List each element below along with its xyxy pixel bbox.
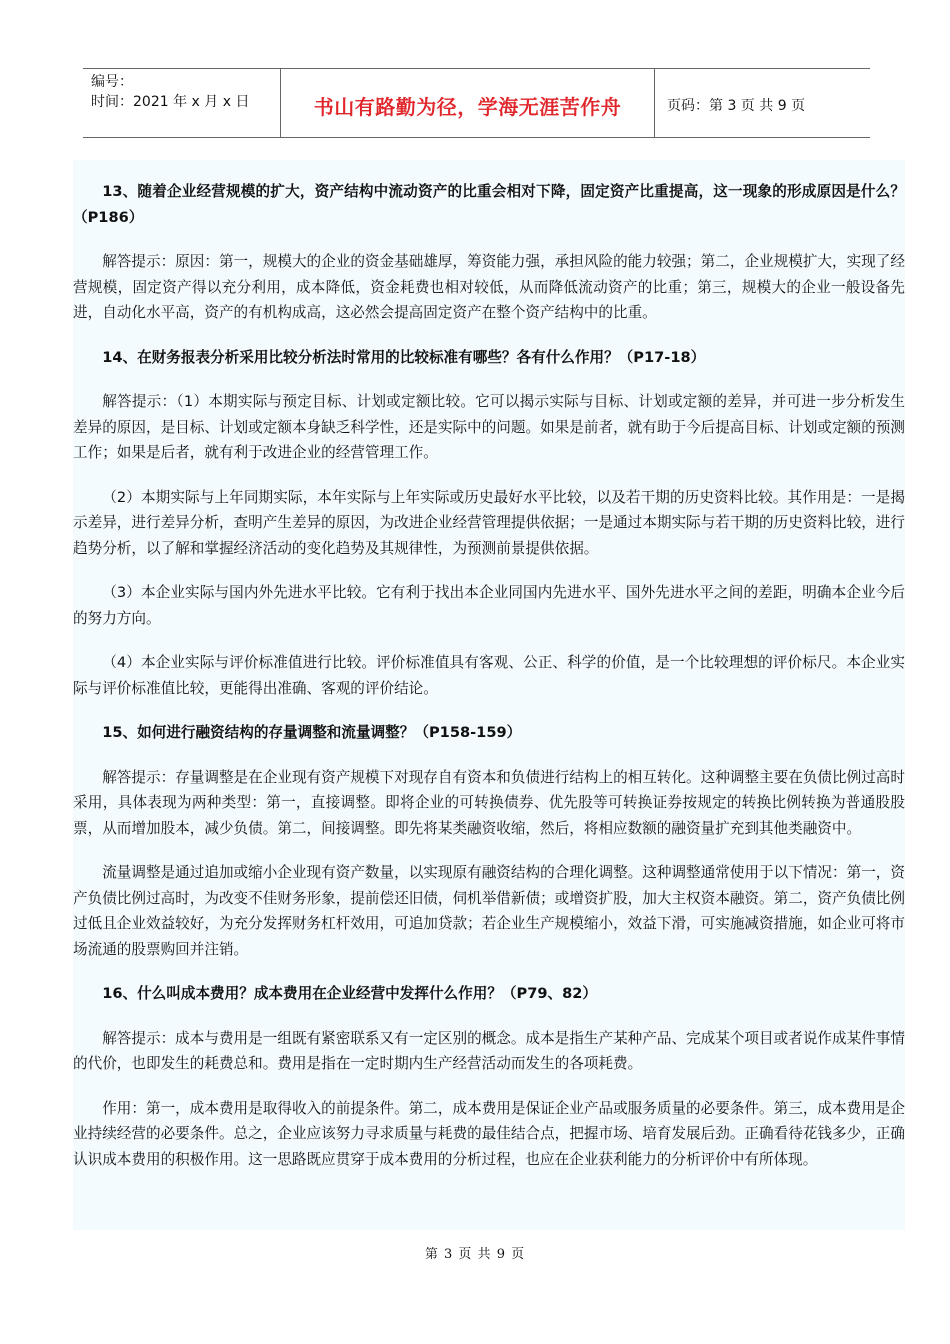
page-footer: 第 3 页 共 9 页 xyxy=(424,1247,526,1262)
answer-paragraph: 解答提示：（1）本期实际与预定目标、计划或定额比较。它可以揭示实际与目标、计划或定额的差异，并可进一步分析发生差异的原因，是目标、计划或定额本身缺乏科学性，还是实际中的问题。如果是前者，就有助于今后提高目标、计划或定额的预测工作；如果是后者，就有利于改进企业的经营管理工作。 xyxy=(73,393,905,461)
answer-paragraph: （2）本期实际与上年同期实际，本年实际与上年实际或历史最好水平比较，以及若干期的历史资料比较。其作用是：一是揭示差异，进行差异分析，查明产生差异的原因，为改进企业经营管理提供依据；一是通过本期实际与若干期的历史资料比较，进行趋势分析，以了解和掌握经济活动的变化趋势及其规律性，为预测前景提供依据。 xyxy=(73,488,905,557)
document-time-label: 时间：2021 年 x 月 x 日 xyxy=(91,94,250,110)
answer-paragraph: 解答提示：成本与费用是一组既有紧密联系又有一定区别的概念。成本是指生产某种产品、完成某个项目或者说作成某件事情的代价，也即发生的耗费总和。费用是指在一定时期内生产经营活动而发生的各项耗费。 xyxy=(73,1029,905,1072)
question-heading: 15、如何进行融资结构的存量调整和流量调整？（P158-159） xyxy=(102,724,522,741)
question-heading: 16、什么叫成本费用？成本费用在企业经营中发挥什么作用？（P79、82） xyxy=(102,985,598,1002)
document-body xyxy=(73,160,905,1230)
header-page-info: 页码：第 3 页 共 9 页 xyxy=(667,98,806,114)
answer-paragraph: 解答提示：原因：第一，规模大的企业的资金基础雄厚，筹资能力强，承担风险的能力较强；第二，企业规模扩大，实现了经营规模，固定资产得以充分利用，成本降低，资金耗费也相对较低，从而降低流动资产的比重；第三，规模大的企业一般设备先进，自动化水平高，资产的有机构成高，这必然会提高固定资产在整个资产结构中的比重。 xyxy=(73,253,905,321)
question-heading: 13、随着企业经营规模的扩大，资产结构中流动资产的比重会相对下降，固定资产比重提高，这一现象的形成原因是什么？（P186） xyxy=(73,183,905,226)
answer-paragraph: （4）本企业实际与评价标准值进行比较。评价标准值具有客观、公正、科学的价值，是一个比较理想的评价标尺。本企业实际与评价标准值比较，更能得出准确、客观的评价结论。 xyxy=(73,654,905,697)
answer-paragraph: 解答提示：存量调整是在企业现有资产规模下对现存自有资本和负债进行结构上的相互转化。这种调整主要在负债比例过高时采用，具体表现为两种类型：第一，直接调整。即将企业的可转换债券、优先股等可转换证券按规定的转换比例转换为普通股股票，从而增加股本，减少负债。第二，间接调整。即先将某类融资收缩，然后，将相应数额的融资量扩充到其他类融资中。 xyxy=(73,768,905,837)
answer-paragraph: 流量调整是通过追加或缩小企业现有资产数量，以实现原有融资结构的合理化调整。这种调整通常使用于以下情况：第一，资产负债比例过高时，为改变不佳财务形象，提前偿还旧债，伺机举借新债；或增资扩股，加大主权资本融资。第二，资产负债比例过低且企业效益较好，为充分发挥财务杠杆效用，可追加贷款；若企业生产规模缩小，效益下滑，可实施减资措施，如企业可将市场流通的股票购回并注销。 xyxy=(73,864,905,958)
header-meta xyxy=(83,69,281,137)
question-heading: 14、在财务报表分析采用比较分析法时常用的比较标准有哪些？各有什么作用？（P17-18） xyxy=(102,348,706,366)
answer-paragraph: （3）本企业实际与国内外先进水平比较。它有利于找出本企业同国内先进水平、国外先进水平之间的差距，明确本企业今后的努力方向。 xyxy=(73,584,905,627)
page-header xyxy=(83,68,870,138)
header-motto: 书山有路勤为径，学海无涯苦作舟 xyxy=(281,69,655,137)
answer-paragraph: 作用：第一，成本费用是取得收入的前提条件。第二，成本费用是保证企业产品或服务质量的必要条件。第三，成本费用是企业持续经营的必要条件。总之，企业应该努力寻求质量与耗费的最佳结合点，把握市场、培育发展后劲。正确看待花钱多少，正确认识成本费用的积极作用。这一思路既应贯穿于成本费用的分析过程，也应在企业获利能力的分析评价中有所体现。 xyxy=(73,1099,905,1168)
document-number-label: 编号： xyxy=(91,74,133,90)
